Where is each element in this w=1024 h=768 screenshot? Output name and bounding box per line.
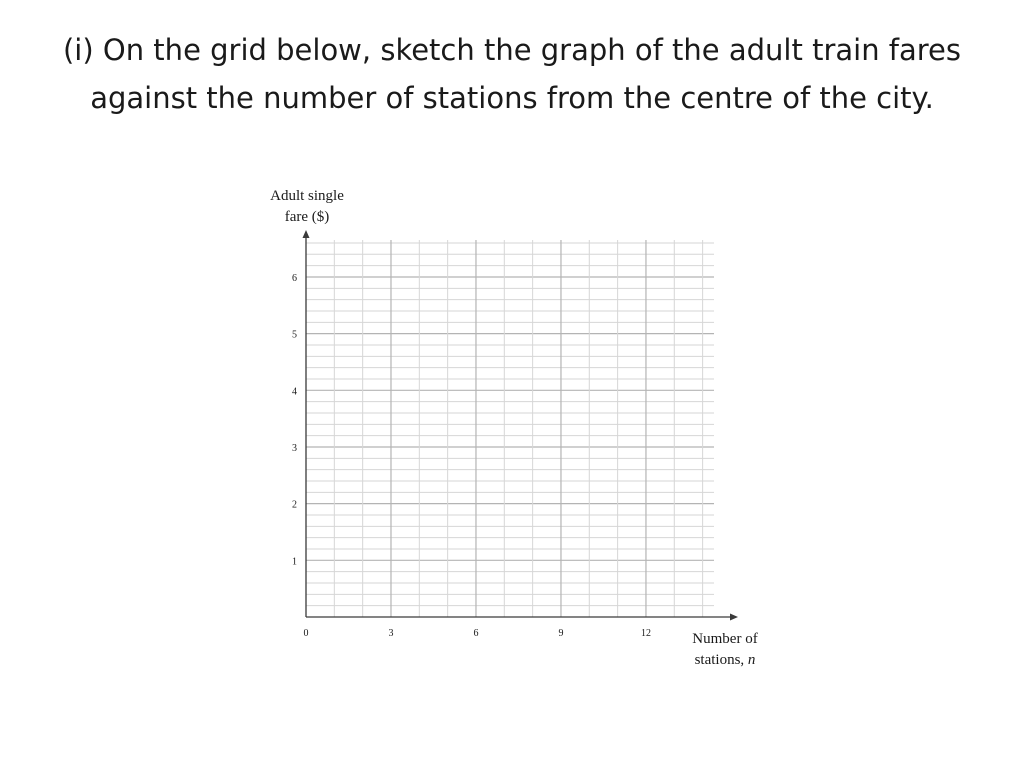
- y-axis-label-line2: fare ($): [284, 209, 330, 225]
- x-tick-label: 3: [388, 628, 394, 639]
- question-text: (i) On the grid below, sketch the graph of the adult train fares against the number of stations from the centre of the city.: [62, 33, 962, 115]
- x-tick-label: 9: [558, 628, 564, 639]
- y-tick-label: 2: [292, 499, 297, 511]
- y-tick-label: 4: [292, 386, 297, 398]
- x-axis-variable: n: [747, 652, 756, 668]
- y-tick-label: 6: [292, 272, 297, 284]
- x-tick-label: 0: [303, 628, 309, 639]
- x-tick-label: 6: [473, 628, 479, 639]
- y-tick-label: 1: [292, 556, 297, 568]
- y-tick-label: 5: [292, 329, 297, 341]
- x-axis-label-text: stations,: [694, 652, 748, 668]
- tick-labels: [292, 273, 651, 639]
- y-tick-label: 3: [292, 442, 297, 454]
- y-axis-arrow: [303, 230, 310, 238]
- y-axis-label-line1: Adult single: [270, 188, 344, 204]
- x-tick-label: 12: [640, 628, 651, 639]
- x-axis-arrow: [730, 614, 738, 621]
- grid-lines: [306, 240, 714, 617]
- x-axis-label-line1: Number of: [692, 631, 758, 647]
- x-axis-label-line2: [695, 652, 756, 668]
